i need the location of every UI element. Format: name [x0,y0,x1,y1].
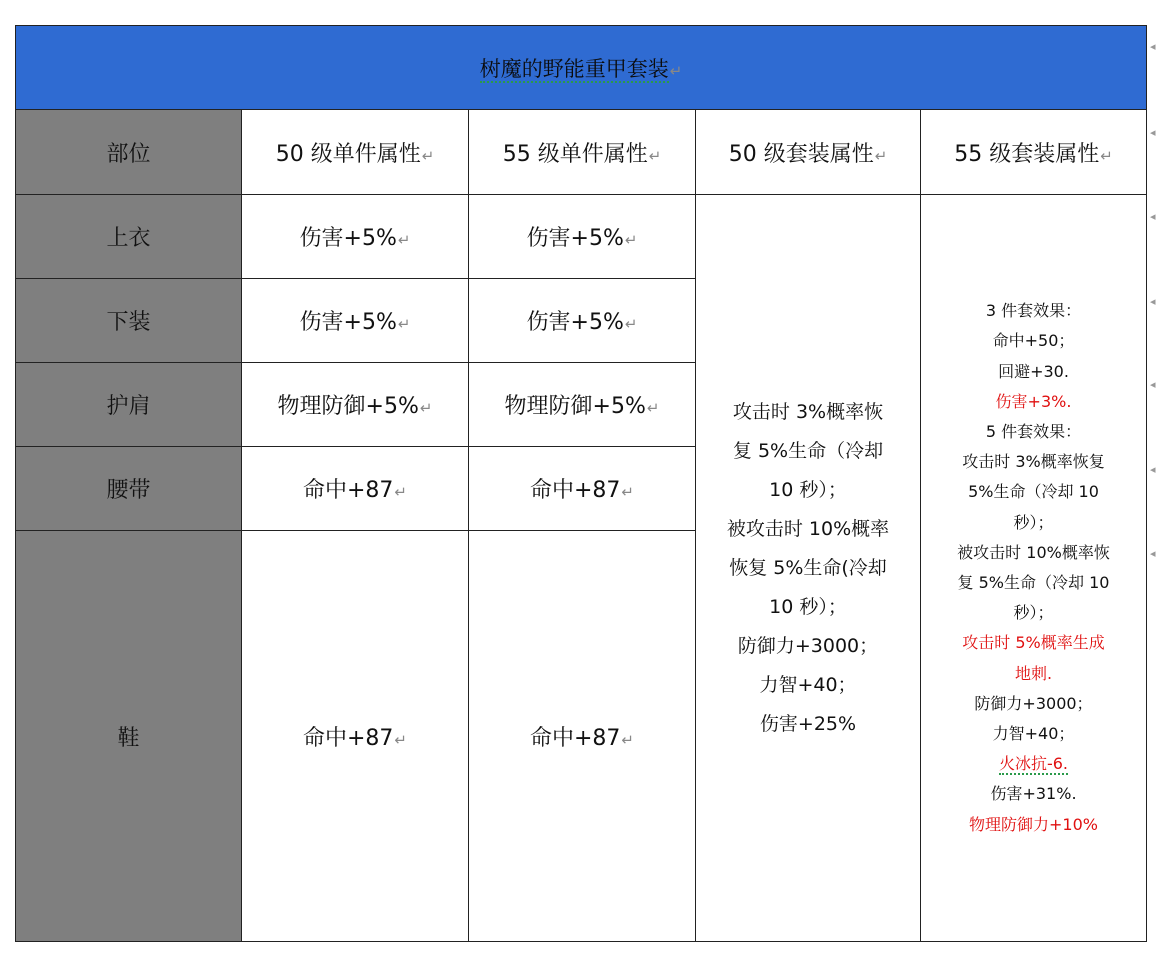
margin-mark: ◂ [1150,547,1156,560]
part-label: 腰带 [16,447,242,531]
part-label: 上衣 [16,195,242,279]
part-label: 护肩 [16,363,242,447]
table-row [16,195,1147,279]
part-label: 鞋 [16,531,242,942]
margin-mark: ◂ [1150,378,1156,391]
lv50-value: 命中+87↵ [242,447,469,531]
margin-mark: ◂ [1150,463,1156,476]
lv50-set-effects: 攻击时 3%概率恢 复 5%生命（冷却 10 秒）； 被攻击时 10%概率 恢复 5%生命(冷却 10 秒）； 防御力+3000； 力智+40； 伤害+25% [696,195,921,942]
header-lv55-set: 55 级套装属性↵ [921,110,1147,195]
set-table [15,25,1147,942]
lv50-value: 伤害+5%↵ [242,195,469,279]
table-title: 树魔的野能重甲套装↵ [16,26,1147,110]
lv55-value: 命中+87↵ [469,531,696,942]
part-label: 下装 [16,279,242,363]
margin-mark: ◂ [1150,40,1156,53]
margin-mark: ◂ [1150,126,1156,139]
lv50-value: 伤害+5%↵ [242,279,469,363]
header-part: 部位 [16,110,242,195]
lv55-value: 伤害+5%↵ [469,279,696,363]
margin-mark: ◂ [1150,210,1156,223]
lv55-set-effects: 3 件套效果： 命中+50； 回避+30. 伤害+3%. 5 件套效果： 攻击时 3%概率恢复 5%生命（冷却 10 秒）； 被攻击时 10%概率恢 复 5%生命（冷却 10 秒）； 攻击时 5%概率生成 地刺. 防御力+3000； 力智+40； 火冰抗-6. 伤害+31%. 物理防御力+10% [921,195,1147,942]
lv55-value: 伤害+5%↵ [469,195,696,279]
lv55-value: 命中+87↵ [469,447,696,531]
header-lv50-single: 50 级单件属性↵ [242,110,469,195]
lv50-value: 命中+87↵ [242,531,469,942]
lv55-value: 物理防御+5%↵ [469,363,696,447]
header-lv55-single: 55 级单件属性↵ [469,110,696,195]
margin-mark: ◂ [1150,295,1156,308]
lv50-value: 物理防御+5%↵ [242,363,469,447]
header-lv50-set: 50 级套装属性↵ [696,110,921,195]
